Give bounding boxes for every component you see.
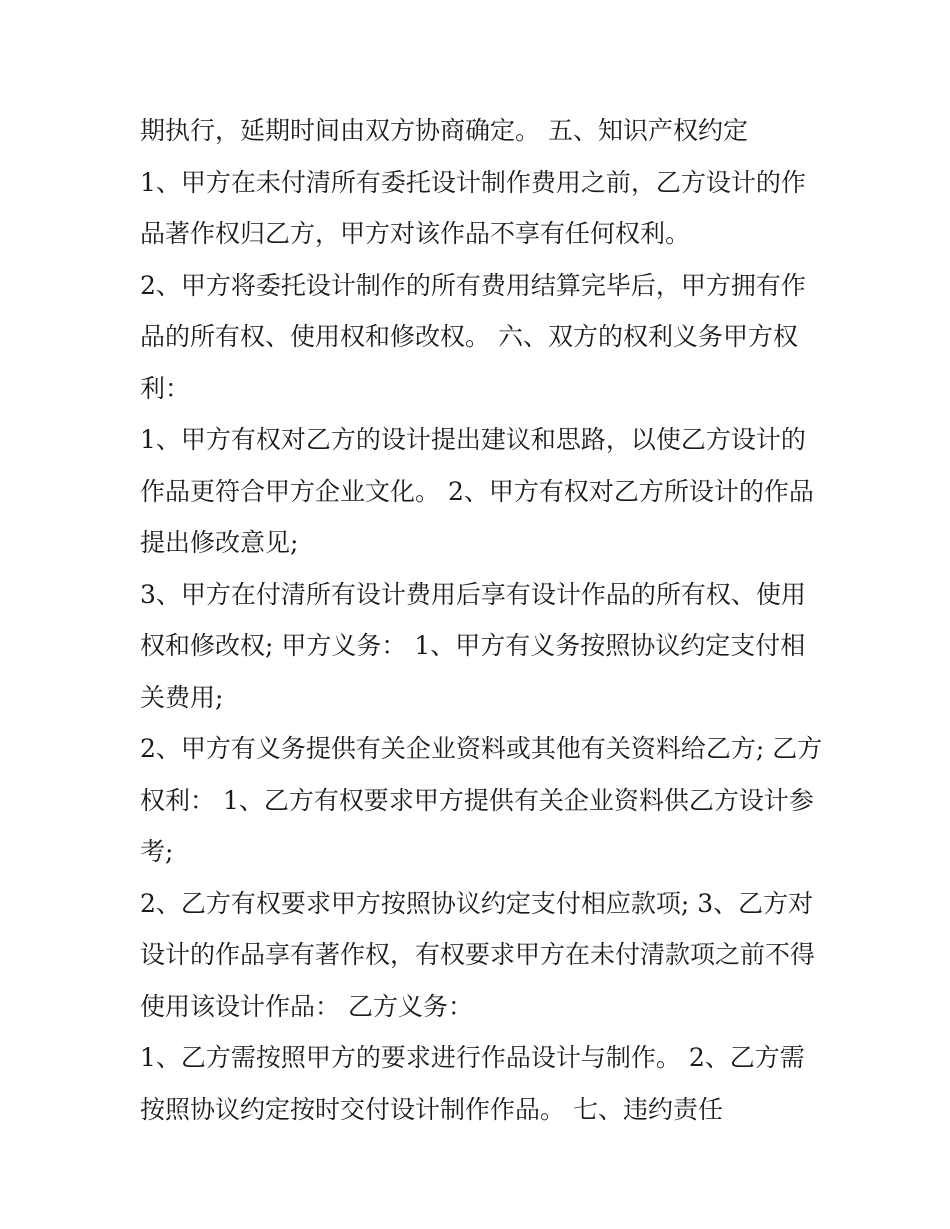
text-line: 1、甲方在未付清所有委托设计制作费用之前，乙方设计的作: [140, 167, 806, 197]
text-line: 关费用;: [140, 682, 224, 712]
text-line: 设计的作品享有著作权，有权要求甲方在未付清款项之前不得: [140, 940, 816, 969]
text-line: 品著作权归乙方，甲方对该作品不享有任何权利。: [140, 219, 691, 248]
text-line: 使用该设计作品： 乙方义务：: [140, 991, 473, 1021]
text-line: 权和修改权; 甲方义务： 1、甲方有义务按照协议约定支付相: [140, 631, 806, 660]
text-line: 1、乙方需按照甲方的要求进行作品设计与制作。 2、乙方需: [140, 1043, 805, 1072]
text-line: 提出修改意见;: [140, 528, 299, 557]
document-body: [140, 105, 840, 1135]
text-line: 2、甲方有义务提供有关企业资料或其他有关资料给乙方; 乙方: [140, 734, 823, 763]
text-line: 作品更符合甲方企业文化。 2、甲方有权对乙方所设计的作品: [140, 476, 814, 506]
text-line: 期执行，延期时间由双方协商确定。 五、知识产权约定: [140, 116, 748, 145]
text-line: 2、甲方将委托设计制作的所有费用结算完毕后，甲方拥有作: [140, 270, 806, 300]
text-line: 1、甲方有权对乙方的设计提出建议和思路，以使乙方设计的: [140, 425, 806, 454]
text-line: 利：: [140, 373, 191, 403]
text-line: 考;: [140, 837, 174, 866]
text-line: 品的所有权、使用权和修改权。 六、双方的权利义务甲方权: [140, 322, 798, 351]
text-line: 按照协议约定按时交付设计制作作品。 七、违约责任: [140, 1094, 723, 1124]
text-line: 2、乙方有权要求甲方按照协议约定支付相应款项; 3、乙方对: [140, 888, 814, 918]
text-line: 权利： 1、乙方有权要求甲方提供有关企业资料供乙方设计参: [140, 785, 814, 815]
text-line: 3、甲方在付清所有设计费用后享有设计作品的所有权、使用: [140, 579, 806, 609]
